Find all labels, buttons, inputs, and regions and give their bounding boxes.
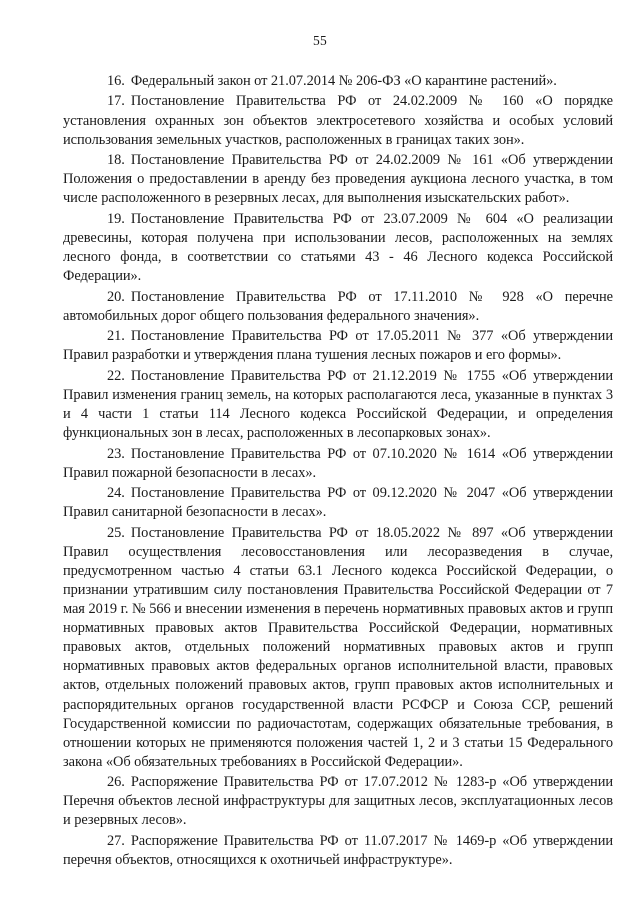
item-text: Постановление Правительства РФ от 18.05.2022 № 897 «Об утверждении Правил осуществления лесовосстановления или лесоразведения в случае, предусмотренном частью 4 статьи 63.1 Лесного кодекса Российской Федерации, о признании утратившим силу постановления Правительства Российской Федерации от 7 мая 2019 г. № 566 и внесении изменения в перечень нормативных правовых актов и групп нормативных правовых актов Правительства Российской Федерации, нормативных правовых актов, отдельных положений нормативных правовых актов и групп нормативных правовых актов федеральных органов исполнительной власти, правовых актов, отдельных положений правовых актов, групп правовых актов исполнительных и распорядительных органов государственной власти РСФСР и Союза ССР, решений Государственной комиссии по радиочастотам, содержащих обязательные требования, в отношении которых не применяются положения частей 1, 2 и 3 статьи 15 Федерального закона «Об обязательных требованиях в Российской Федерации». — [63, 524, 613, 770]
list-item — [63, 524, 613, 772]
page-number: 55 — [313, 33, 327, 48]
item-number: 22. — [107, 367, 125, 384]
item-text: Постановление Правительства РФ от 07.10.2020 № 1614 «Об утверждении Правил пожарной безопасности в лесах». — [63, 445, 613, 481]
item-number: 20. — [107, 288, 125, 305]
item-text: Постановление Правительства РФ от 17.05.2011 № 377 «Об утверждении Правил разработки и утверждения плана тушения лесных пожаров и его формы». — [63, 328, 613, 364]
item-text: Федеральный закон от 21.07.2014 № 206-ФЗ «О карантине растений». — [130, 73, 557, 89]
list-item — [63, 72, 613, 91]
item-text: Постановление Правительства РФ от 09.12.2020 № 2047 «Об утверждении Правил санитарной безопасности в лесах». — [63, 485, 613, 521]
item-number: 16. — [107, 73, 125, 89]
item-number: 18. — [107, 152, 125, 169]
item-number: 17. — [107, 93, 125, 110]
item-number: 26. — [107, 774, 125, 791]
list-item — [63, 832, 613, 870]
item-text: Постановление Правительства РФ от 17.11.2010 № 928 «О перечне автомобильных дорог общего пользования федерального значения». — [63, 288, 613, 324]
list-item — [63, 151, 613, 208]
list-item — [63, 288, 613, 326]
item-number: 27. — [107, 832, 125, 849]
reference-list — [63, 72, 613, 872]
item-number: 21. — [107, 328, 125, 345]
item-text: Постановление Правительства РФ от 24.02.2009 № 161 «Об утверждении Положения о предоставлении в аренду без проведения аукциона лесного участка, в том числе расположенного в резервных лесах, для выполнения изыскательских работ». — [63, 152, 613, 207]
item-text: Постановление Правительства РФ от 23.07.2009 № 604 «О реализации древесины, которая получена при использовании лесов, расположенных на землях лесного фонда, в соответствии со статьями 43 - 46 Лесного кодекса Российской Федерации». — [63, 210, 613, 285]
item-text: Постановление Правительства РФ от 21.12.2019 № 1755 «Об утверждении Правил изменения границ земель, на которых располагаются леса, указанные в пунктах 3 и 4 части 1 статьи 114 Лесного кодекса Российской Федерации, и определения функциональных зон в лесах, расположенных в лесопарковых зонах». — [63, 367, 613, 442]
item-text: Распоряжение Правительства РФ от 17.07.2012 № 1283-р «Об утверждении Перечня объектов лесной инфраструктуры для защитных лесов, эксплуатационных лесов и резервных лесов». — [63, 774, 613, 829]
item-number: 23. — [107, 445, 125, 462]
list-item — [63, 367, 613, 443]
item-number: 24. — [107, 485, 125, 502]
item-number: 25. — [107, 524, 125, 541]
item-text: Распоряжение Правительства РФ от 11.07.2017 № 1469-р «Об утверждении перечня объектов, относящихся к охотничьей инфраструктуре». — [63, 832, 613, 869]
list-item — [63, 484, 613, 522]
item-text: Постановление Правительства РФ от 24.02.2009 № 160 «О порядке установления охранных зон объектов электросетевого хозяйства и особых условий использования земельных участков, расположенных в границах таких зон». — [63, 93, 613, 148]
list-item — [63, 210, 613, 286]
item-number: 19. — [107, 210, 125, 227]
list-item — [63, 445, 613, 483]
list-item — [63, 92, 613, 149]
list-item — [63, 773, 613, 830]
list-item — [63, 327, 613, 365]
